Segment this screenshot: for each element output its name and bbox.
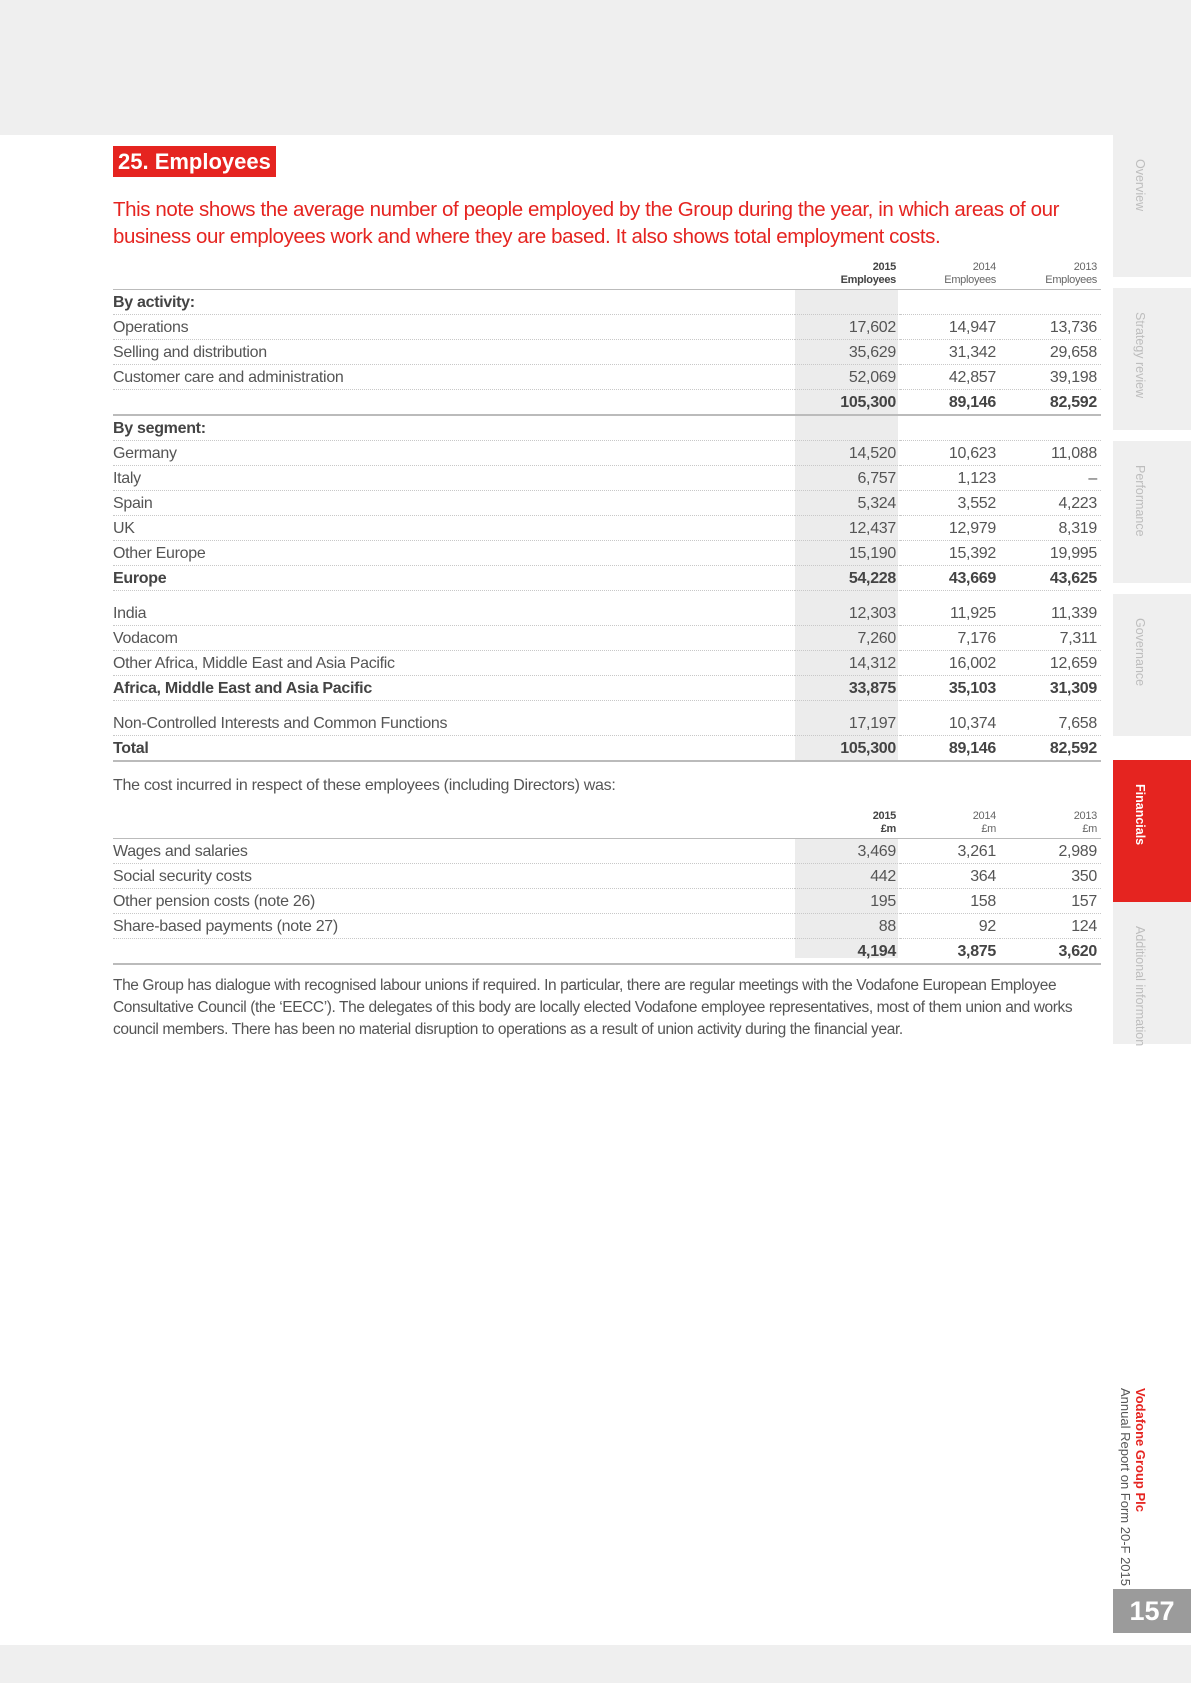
table-row [113, 340, 1101, 365]
value-2015: 88 [795, 914, 900, 939]
value-2015: 3,469 [795, 839, 900, 864]
row-label: UK [113, 516, 795, 541]
value-2014: 89,146 [900, 390, 1000, 416]
table-row [113, 315, 1101, 340]
header-2015: 2015 £m [795, 806, 900, 839]
value-2015: 5,324 [795, 491, 900, 516]
table-row [113, 466, 1101, 491]
row-label [113, 390, 795, 416]
note-title: 25. Employees [113, 146, 276, 177]
cost-table [113, 806, 1101, 965]
page-number: 157 [1113, 1589, 1191, 1633]
value-2015: 52,069 [795, 365, 900, 390]
sidebar-tab-label: Performance [1133, 465, 1147, 537]
row-label: Non-Controlled Interests and Common Functions [113, 711, 795, 736]
value-2015: 14,312 [795, 651, 900, 676]
value-2015: 15,190 [795, 541, 900, 566]
row-label: Vodacom [113, 626, 795, 651]
row-label: Total [113, 736, 795, 762]
value-2015: 105,300 [795, 736, 900, 762]
row-label: Share-based payments (note 27) [113, 914, 795, 939]
value-2013: 39,198 [1000, 365, 1101, 390]
value-2013: 7,311 [1000, 626, 1101, 651]
value-2013: 13,736 [1000, 315, 1101, 340]
employees-table [113, 257, 1101, 762]
value-2015: 442 [795, 864, 900, 889]
value-2015: 33,875 [795, 676, 900, 701]
empty-cell [795, 290, 900, 315]
value-2013: 157 [1000, 889, 1101, 914]
row-label: Other Europe [113, 541, 795, 566]
value-2013: 124 [1000, 914, 1101, 939]
value-2014: 12,979 [900, 516, 1000, 541]
section-heading: By activity: [113, 290, 795, 315]
value-2014: 3,261 [900, 839, 1000, 864]
row-label: Germany [113, 441, 795, 466]
table-row [113, 541, 1101, 566]
value-2013: 43,625 [1000, 566, 1101, 591]
sidebar-tab-strategy-review[interactable] [1113, 288, 1191, 430]
table-row [113, 601, 1101, 626]
header-2013: 2013 £m [1000, 806, 1101, 839]
value-2014: 11,925 [900, 601, 1000, 626]
table-row [113, 516, 1101, 541]
value-2013: 12,659 [1000, 651, 1101, 676]
value-2015: 4,194 [795, 939, 900, 965]
value-2015: 12,437 [795, 516, 900, 541]
row-label: Other Africa, Middle East and Asia Pacific [113, 651, 795, 676]
table-row [113, 651, 1101, 676]
value-2015: 6,757 [795, 466, 900, 491]
europe-total-row [113, 566, 1101, 591]
spacer-row [113, 591, 1101, 602]
value-2014: 16,002 [900, 651, 1000, 676]
value-2014: 10,623 [900, 441, 1000, 466]
cost-total-row [113, 939, 1101, 965]
section-heading-row [113, 290, 1101, 315]
section-heading-row [113, 415, 1101, 441]
row-label: Operations [113, 315, 795, 340]
value-2013: 4,223 [1000, 491, 1101, 516]
value-2013: 2,989 [1000, 839, 1101, 864]
report-title: Annual Report on Form 20-F 2015 [1118, 1388, 1133, 1586]
sidebar-tab-additional-information[interactable] [1113, 902, 1191, 1047]
amap-total-row [113, 676, 1101, 701]
value-2015: 7,260 [795, 626, 900, 651]
value-2013: 8,319 [1000, 516, 1101, 541]
sidebar-tab-performance[interactable] [1113, 441, 1191, 583]
table-row [113, 626, 1101, 651]
cost-table-header [113, 806, 1101, 839]
row-label: Social security costs [113, 864, 795, 889]
value-2014: 89,146 [900, 736, 1000, 762]
value-2014: 14,947 [900, 315, 1000, 340]
header-label-cell [113, 257, 795, 290]
table-row [113, 441, 1101, 466]
sidebar-tab-financials[interactable] [1113, 760, 1191, 902]
brand-name: Vodafone Group Plc [1133, 1388, 1148, 1512]
header-2015: 2015 Employees [795, 257, 900, 290]
row-label: Africa, Middle East and Asia Pacific [113, 676, 795, 701]
empty-cell [1000, 290, 1101, 315]
value-2013: 3,620 [1000, 939, 1101, 965]
value-2014: 7,176 [900, 626, 1000, 651]
table-row [113, 491, 1101, 516]
value-2014: 1,123 [900, 466, 1000, 491]
sidebar-tab-label: Additional information [1133, 926, 1147, 1047]
header-label-cell [113, 806, 795, 839]
row-label: Italy [113, 466, 795, 491]
empty-cell [900, 290, 1000, 315]
activity-total-row [113, 390, 1101, 416]
value-2014: 364 [900, 864, 1000, 889]
table-row [113, 889, 1101, 914]
union-paragraph: The Group has dialogue with recognised labour unions if required. In particular, there are regular meetings with the Vodafone European Employee Consultative Council (the ‘EECC’). The delegates of this body are locally elected Vodafone employee representatives, most of them union and works council members. There has been no material disruption to operations as a result of union activity during the financial year. [113, 977, 1073, 1038]
cost-caption: The cost incurred in respect of these employees (including Directors) was: [113, 777, 616, 794]
row-label [113, 939, 795, 965]
empty-cell [1000, 415, 1101, 441]
row-label: Spain [113, 491, 795, 516]
value-2014: 158 [900, 889, 1000, 914]
row-label: Selling and distribution [113, 340, 795, 365]
employees-table-header [113, 257, 1101, 290]
value-2013: 7,658 [1000, 711, 1101, 736]
value-2013: 29,658 [1000, 340, 1101, 365]
value-2015: 54,228 [795, 566, 900, 591]
sidebar-tab-label: Strategy review [1133, 312, 1147, 399]
sidebar-tab-label: Overview [1133, 159, 1147, 212]
value-2014: 15,392 [900, 541, 1000, 566]
value-2013: 350 [1000, 864, 1101, 889]
grand-total-row [113, 736, 1101, 762]
sidebar-tab-governance[interactable] [1113, 594, 1191, 736]
note-intro: This note shows the average number of people employed by the Group during the year, in which areas of our business our employees work and where they are based. It also shows total employment costs. [113, 198, 1060, 248]
value-2015: 105,300 [795, 390, 900, 416]
header-2014: 2014 Employees [900, 257, 1000, 290]
row-label: India [113, 601, 795, 626]
sidebar-tab-label: Financials [1133, 784, 1147, 846]
row-label: Customer care and administration [113, 365, 795, 390]
section-heading: By segment: [113, 415, 795, 441]
sidebar-tab-label: Governance [1133, 618, 1147, 687]
value-2013: 82,592 [1000, 736, 1101, 762]
table-row [113, 839, 1101, 864]
table-row [113, 711, 1101, 736]
table-row [113, 365, 1101, 390]
sidebar-tab-overview[interactable] [1113, 135, 1191, 277]
empty-cell [795, 415, 900, 441]
value-2015: 195 [795, 889, 900, 914]
value-2014: 35,103 [900, 676, 1000, 701]
header-2013: 2013 Employees [1000, 257, 1101, 290]
row-label: Europe [113, 566, 795, 591]
report-brand [1118, 1388, 1148, 1586]
value-2014: 43,669 [900, 566, 1000, 591]
value-2013: 19,995 [1000, 541, 1101, 566]
value-2014: 3,552 [900, 491, 1000, 516]
value-2013: – [1000, 466, 1101, 491]
bottom-margin-band [0, 1645, 1191, 1683]
table-row [113, 914, 1101, 939]
value-2014: 42,857 [900, 365, 1000, 390]
empty-cell [900, 415, 1000, 441]
spacer-row [113, 701, 1101, 712]
value-2014: 3,875 [900, 939, 1000, 965]
top-margin-band [0, 0, 1191, 135]
spacer-cell [113, 701, 1101, 712]
value-2014: 92 [900, 914, 1000, 939]
value-2014: 10,374 [900, 711, 1000, 736]
row-label: Wages and salaries [113, 839, 795, 864]
header-2014: 2014 £m [900, 806, 1000, 839]
table-row [113, 864, 1101, 889]
value-2013: 31,309 [1000, 676, 1101, 701]
value-2015: 17,602 [795, 315, 900, 340]
value-2013: 11,088 [1000, 441, 1101, 466]
value-2015: 12,303 [795, 601, 900, 626]
value-2013: 11,339 [1000, 601, 1101, 626]
value-2015: 35,629 [795, 340, 900, 365]
value-2014: 31,342 [900, 340, 1000, 365]
row-label: Other pension costs (note 26) [113, 889, 795, 914]
value-2015: 14,520 [795, 441, 900, 466]
value-2015: 17,197 [795, 711, 900, 736]
value-2013: 82,592 [1000, 390, 1101, 416]
spacer-cell [113, 591, 1101, 602]
